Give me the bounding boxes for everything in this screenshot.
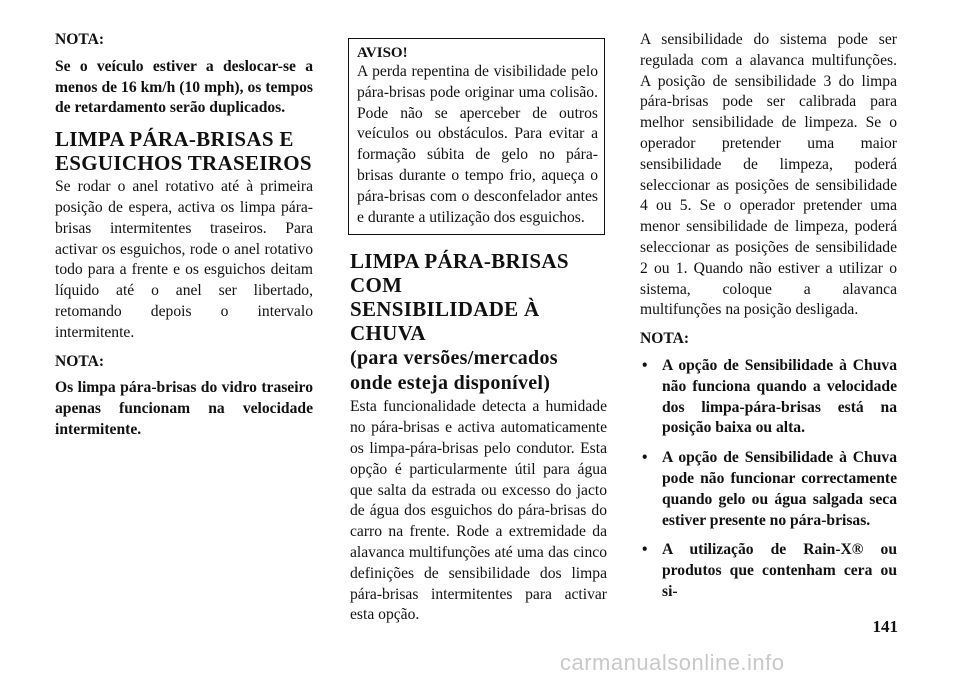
note-label: NOTA: (55, 352, 105, 370)
warning-box (348, 38, 605, 235)
note-label: NOTA: (55, 31, 105, 48)
heading-line: LIMPA PÁRA-BRISAS E (55, 127, 294, 152)
list-item (640, 540, 897, 602)
note-text: Os limpa pára-brisas do vidro traseiro apenas funcionam na velocidade intermitente. (55, 379, 313, 438)
section-heading-rear-wipers (55, 127, 313, 175)
warning-label: AVISO! (357, 45, 408, 61)
watermark: carmanualsonline.info (560, 650, 785, 675)
heading-line: ESGUICHOS TRASEIROS (55, 151, 312, 176)
list-item-text: A utilização de Rain-X® ou produtos que contenham cera ou si- (662, 541, 897, 600)
bullet-icon: • (642, 356, 648, 374)
bullet-icon: • (642, 449, 648, 467)
page-number: 141 (872, 617, 898, 636)
right-column (640, 30, 897, 612)
left-column (55, 30, 313, 441)
note-label: NOTA: (640, 330, 690, 348)
note-text: Se o veículo estiver a deslocar-se a menos de 16 km/h (10 mph), os tempos de retardamento serão duplicados. (55, 57, 313, 117)
list-item-text: A opção de Sensibilidade à Chuva pode não funcionar correctamente quando gelo ou água salgada seca estiver presente no pára-brisas. (662, 449, 897, 529)
middle-column (350, 28, 607, 626)
list-item (640, 356, 897, 439)
heading-line: onde esteja disponível) (350, 372, 551, 395)
heading-line: LIMPA PÁRA-BRISAS COM (350, 249, 569, 298)
list-item-text: A opção de Sensibilidade à Chuva não funciona quando a velocidade dos limpa-pára-brisas está na posição baixa ou alta. (662, 356, 897, 437)
heading-line: (para versões/mercados (350, 347, 558, 370)
note-bullet-list (640, 356, 897, 603)
list-item (640, 448, 897, 531)
body-paragraph: Esta funcionalidade detecta a humidade no pára-brisas e activa automaticamente os limpa-pára-brisas pelo condutor. Esta opção é particularmente útil para água que salta da estrada ou excesso do jacto de água dos esguichos do pára-brisas do carro na frente. Rode a extremidade da alavanca multifunções até uma das cinco definições de sensibilidade dos limpa pára-brisas intermitentes para activar esta opção. (350, 398, 607, 624)
heading-line: SENSIBILIDADE À CHUVA (350, 297, 540, 346)
bullet-icon: • (642, 541, 648, 559)
section-heading-rain-sensing (350, 249, 607, 395)
body-paragraph: A sensibilidade do sistema pode ser regulada com a alavanca multifunções. A posição de sensibilidade 3 do limpa pára-brisas pode ser calibrada para melhor sensibilidade de limpeza. Se o operador pretender uma maior sensibilidade de limpeza, poderá seleccionar as posições de sensibilidade 4 ou 5. Se o operador pretender uma menor sensibilidade de limpeza, poderá seleccionar as posições de sensibilidade 2 ou 1. Quando não estiver a utilizar o sistema, coloque a alavanca multifunções na posição desligada. (640, 31, 897, 319)
body-paragraph: Se rodar o anel rotativo até à primeira posição de espera, activa os limpa pára-brisas intermitentes traseiros. Para activar os esguichos, rode o anel rotativo todo para a frente e os esguichos deitam líquido até o anel ser libertado, retomando depois o intervalo intermitente. (55, 178, 313, 341)
warning-text: A perda repentina de visibilidade pelo pára-brisas pode originar uma colisão. Pode não se aperceber de outros veículos ou obstáculos. Para evitar a formação súbita de gelo no pára-brisas durante o tempo frio, aqueça o pára-brisas com o desconfelador antes e durante a utilização dos esguichos. (357, 63, 598, 226)
